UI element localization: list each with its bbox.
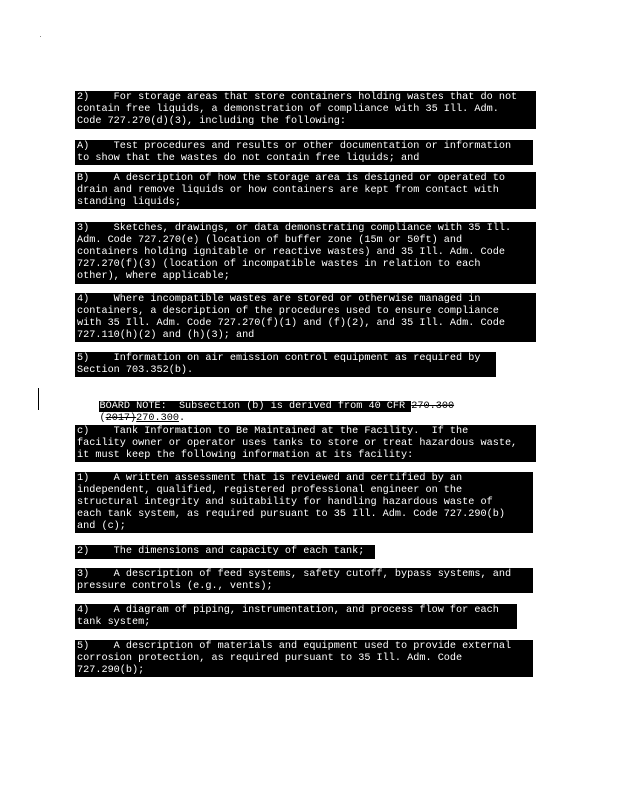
subsection-c-1: 1) A written assessment that is reviewed and certified by an independent, qualified, registered professional engineer on the structural integrity and suitability for handling hazardous waste of each tank system, as required pursuant to 35 Ill. Adm. Code 727.290(b) and (c); [75, 472, 533, 533]
board-note-struck-citation: 270.300 [411, 401, 455, 412]
board-note-struck-year: 2017) [105, 413, 137, 424]
board-note-text: Subsection (b) is derived from 40 CFR [166, 401, 412, 412]
board-note-period: . [178, 413, 186, 424]
subsection-c-4: 4) A diagram of piping, instrumentation, and process flow for each tank system; [75, 604, 517, 629]
paragraph-4: 4) Where incompatible wastes are stored or otherwise managed in containers, a description of the procedures used to ensure compliance with 35 Ill. Adm. Code 727.270(f)(1) and (f)(2), and 35 Ill. Adm. Code 727.110(h)(2) and (h)(3); and [75, 293, 536, 342]
subsection-c-2: 2) The dimensions and capacity of each tank; [75, 545, 375, 559]
revision-margin-bar [38, 388, 39, 410]
paragraph-3: 3) Sketches, drawings, or data demonstrating compliance with 35 Ill. Adm. Code 727.270(e) (location of buffer zone (15m or 50ft) and containers holding ignitable or reactive wastes) and 35 Ill. Adm. Code 727.270(f)(3) (location of incompatible wastes in relation to each other), where applicable; [75, 222, 536, 284]
board-note-inserted-citation: 270.300 [136, 413, 179, 424]
scan-speck [40, 36, 41, 37]
paragraph-2-a: A) Test procedures and results or other documentation or information to show that the wastes do not contain free liquids; and [75, 140, 533, 165]
paragraph-5: 5) Information on air emission control equipment as required by Section 703.352(b). [75, 352, 496, 377]
subsection-c-5: 5) A description of materials and equipment used to provide external corrosion protection, as required pursuant to 35 Ill. Adm. Code 727.290(b); [75, 640, 533, 677]
board-note-label: BOARD NOTE: [99, 401, 167, 412]
paragraph-2-b: B) A description of how the storage area is designed or operated to drain and remove liquids or how containers are kept from contact with standing liquids; [75, 172, 536, 209]
subsection-c: c) Tank Information to Be Maintained at the Facility. If the facility owner or operator uses tanks to store or treat hazardous waste, it must keep the following information at its facility: [75, 425, 536, 462]
subsection-c-3: 3) A description of feed systems, safety cutoff, bypass systems, and pressure controls (e.g., vents); [75, 568, 533, 593]
board-note-paren: ( [99, 413, 106, 424]
paragraph-2: 2) For storage areas that store containers holding wastes that do not contain free liquids, a demonstration of compliance with 35 Ill. Adm. Code 727.270(d)(3), including the following: [75, 91, 536, 129]
